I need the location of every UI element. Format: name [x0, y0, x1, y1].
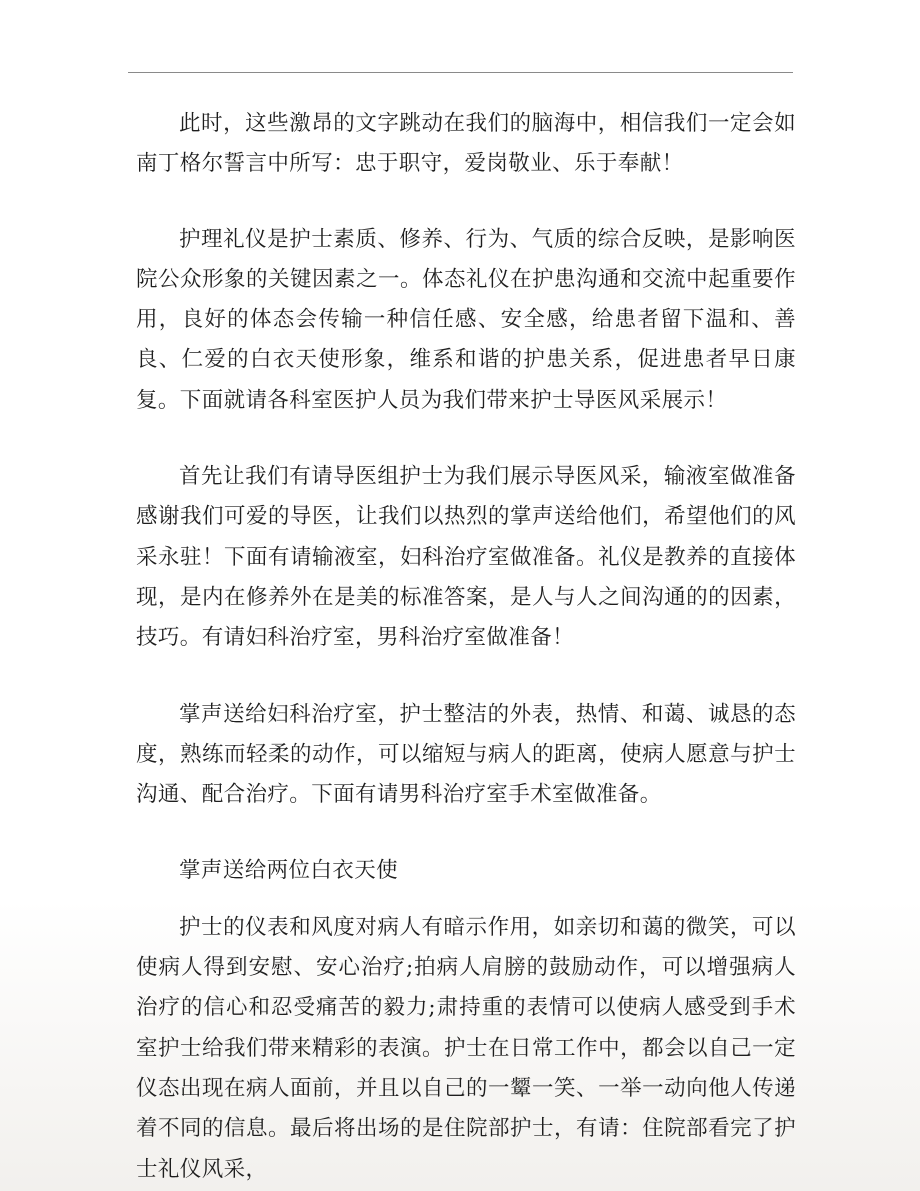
paragraph-5: 掌声送给两位白衣天使 — [179, 858, 399, 884]
paragraph-6: 护士的仪表和风度对病人有暗示作用，如亲切和蔼的微笑，可以使病人得到安慰、安心治疗;拍病人肩膀的鼓励动作，可以增强病人治疗的信心和忍受痛苦的毅力;肃持重的表情可以使病人感受到手术室护士给我们带来精彩的表演。护士在日常工作中，都会以自己一定仪态出现在病人面前，并且以自己的一颦一笑、一举一动向他人传递着不同的信息。最后将出场的是住院部护士，有请：住院部看完了护士礼仪风采， — [136, 914, 796, 1182]
document-body — [136, 104, 796, 1190]
paragraph-1: 此时，这些激昂的文字跳动在我们的脑海中，相信我们一定会如南丁格尔誓言中所写：忠于职守，爱岗敬业、乐于奉献！ — [136, 111, 796, 177]
paragraph-4: 掌声送给妇科治疗室，护士整洁的外表，热情、和蔼、诚恳的态度，熟练而轻柔的动作，可以缩短与病人的距离，使病人愿意与护士沟通、配合治疗。下面有请男科治疗室手术室做准备。 — [136, 701, 796, 808]
paragraph-3: 首先让我们有请导医组护士为我们展示导医风采，输液室做准备感谢我们可爱的导医，让我们以热烈的掌声送给他们，希望他们的风采永驻！下面有请输液室，妇科治疗室做准备。礼仪是教养的直接体现，是内在修养外在是美的标准答案，是人与人之间沟通的的因素，技巧。有请妇科治疗室，男科治疗室做准备！ — [136, 464, 796, 651]
paragraph-2: 护理礼仪是护士素质、修养、行为、气质的综合反映，是影响医院公众形象的关键因素之一。体态礼仪在护患沟通和交流中起重要作用，良好的体态会传输一种信任感、安全感，给患者留下温和、善良、仁爱的白衣天使形象，维系和谐的护患关系，促进患者早日康复。下面就请各科室医护人员为我们带来护士导医风采展示！ — [136, 226, 796, 413]
header-divider — [128, 72, 793, 73]
